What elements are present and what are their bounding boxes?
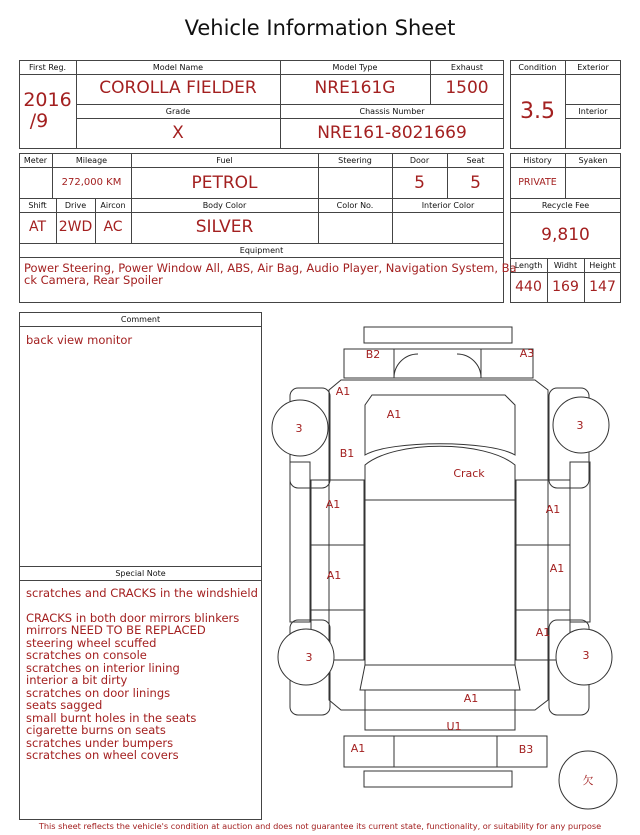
special-note-line: cigarette burns on seats	[26, 723, 166, 737]
fuel-value: PETROL	[191, 173, 258, 193]
mark-rear-gate: A1	[463, 692, 479, 705]
roof-panel	[365, 500, 515, 665]
special-note-line: scratches on console	[26, 648, 147, 662]
condition-score: 3.5	[520, 99, 555, 124]
front-grille-panel	[364, 327, 512, 343]
body-color-label: Body Color	[202, 201, 247, 210]
special-note-line: scratches on wheel covers	[26, 748, 179, 762]
special-note-line: scratches and CRACKS in the windshield	[26, 586, 258, 600]
mark-front-left-wheel: 3	[295, 422, 303, 435]
interior-label: Interior	[578, 107, 608, 116]
mark-right-rear-quarter: A1	[535, 626, 551, 639]
aircon-label: Aircon	[100, 201, 126, 210]
mark-right-rear-door: A1	[549, 562, 565, 575]
mark-left-pillar: B1	[339, 447, 355, 460]
special-note-line: mirrors NEED TO BE REPLACED	[26, 623, 206, 637]
special-note-line: steering wheel scuffed	[26, 636, 157, 650]
special-note-line: scratches under bumpers	[26, 736, 174, 750]
mark-front-left-fender: A1	[335, 385, 351, 398]
chassis-number-value: NRE161-8021669	[317, 123, 467, 143]
width-label: Widht	[553, 261, 578, 270]
special-note-line: scratches on interior lining	[26, 661, 180, 675]
drive-label: Drive	[64, 201, 87, 210]
aircon-value: AC	[103, 219, 123, 235]
first-reg-label: First Reg.	[28, 63, 67, 72]
grade-label: Grade	[165, 107, 191, 116]
model-type-label: Model Type	[332, 63, 378, 72]
height-label: Height	[589, 261, 616, 270]
mark-rear-left-wheel: 3	[305, 651, 313, 664]
exhaust-label: Exhaust	[450, 63, 484, 72]
model-name-label: Model Name	[152, 63, 204, 72]
mark-rear-panel: U1	[446, 720, 462, 733]
length-value: 440	[515, 279, 542, 295]
fuel-label: Fuel	[216, 156, 233, 165]
mark-front-bumper-left: B2	[365, 348, 381, 361]
syaken-label: Syaken	[578, 156, 608, 165]
exhaust-value: 1500	[445, 78, 489, 98]
right-front-door	[516, 480, 570, 545]
chassis-number-label: Chassis Number	[359, 107, 425, 116]
seat-value: 5	[470, 173, 481, 193]
mark-right-front-door: A1	[545, 503, 561, 516]
steering-label: Steering	[338, 156, 372, 165]
windshield	[365, 446, 515, 500]
special-note-line: small burnt holes in the seats	[26, 711, 197, 725]
right-rear-door	[516, 545, 570, 610]
equipment-line-1: Power Steering, Power Window All, ABS, Air Bag, Audio Player, Navigation System, Ba	[24, 261, 517, 275]
rear-glass	[360, 665, 520, 690]
width-value: 169	[552, 279, 579, 295]
mark-rear-bumper-left: A1	[350, 742, 366, 755]
drive-value: 2WD	[58, 219, 93, 235]
rear-bumper	[344, 736, 547, 767]
left-front-door	[311, 480, 364, 545]
door-value: 5	[414, 173, 425, 193]
mileage-value: 272,000 KM	[61, 177, 122, 188]
history-value: PRIVATE	[518, 177, 557, 188]
mark-rear-bumper-right: B3	[518, 743, 534, 756]
mileage-label: Mileage	[75, 156, 108, 165]
meter-label: Meter	[23, 156, 48, 165]
mark-front-bumper-right: A3	[519, 347, 535, 360]
exterior-label: Exterior	[577, 63, 609, 72]
mark-left-rear-door: A1	[326, 569, 342, 582]
special-note-line: scratches on door linings	[26, 686, 171, 700]
mark-windshield: Crack	[453, 467, 485, 480]
special-note-line: CRACKS in both door mirrors blinkers	[26, 611, 240, 625]
shift-value: AT	[28, 219, 47, 235]
mark-rear-right-wheel: 3	[582, 649, 590, 662]
first-reg-year: 2016	[23, 89, 72, 111]
mark-left-front-door: A1	[325, 498, 341, 511]
equipment-line-2: ck Camera, Rear Spoiler	[24, 273, 163, 287]
comment-line: back view monitor	[26, 333, 133, 347]
model-type-value: NRE161G	[314, 78, 396, 98]
equipment-label: Equipment	[239, 246, 284, 255]
first-reg-month: /9	[29, 110, 49, 132]
height-value: 147	[589, 279, 616, 295]
mark-hood: A1	[386, 408, 402, 421]
color-no-label: Color No.	[336, 201, 374, 210]
recycle-fee-label: Recycle Fee	[541, 201, 590, 210]
rear-panel-strip	[364, 771, 512, 787]
body-color-value: SILVER	[195, 217, 254, 237]
footer-disclaimer: This sheet reflects the vehicle's condition at auction and does not guarantee its current state, functionality, or suitability for any purpose	[38, 821, 602, 831]
door-label: Door	[409, 156, 430, 165]
shift-label: Shift	[28, 201, 47, 210]
seat-label: Seat	[466, 156, 485, 165]
mark-spare-tire: 欠	[582, 774, 594, 787]
interior-color-label: Interior Color	[421, 201, 475, 210]
length-label: Length	[514, 261, 543, 270]
special-note-line: seats sagged	[26, 698, 103, 712]
history-label: History	[523, 156, 552, 165]
grade-value: X	[172, 123, 184, 143]
model-name-value: COROLLA FIELDER	[99, 78, 257, 98]
mark-front-right-wheel: 3	[576, 419, 584, 432]
special-note-label: Special Note	[115, 569, 166, 578]
page-title: Vehicle Information Sheet	[184, 16, 456, 40]
recycle-fee-value: 9,810	[541, 225, 590, 245]
condition-label: Condition	[518, 63, 557, 72]
comment-label: Comment	[120, 315, 161, 324]
special-note-line: interior a bit dirty	[26, 673, 128, 687]
